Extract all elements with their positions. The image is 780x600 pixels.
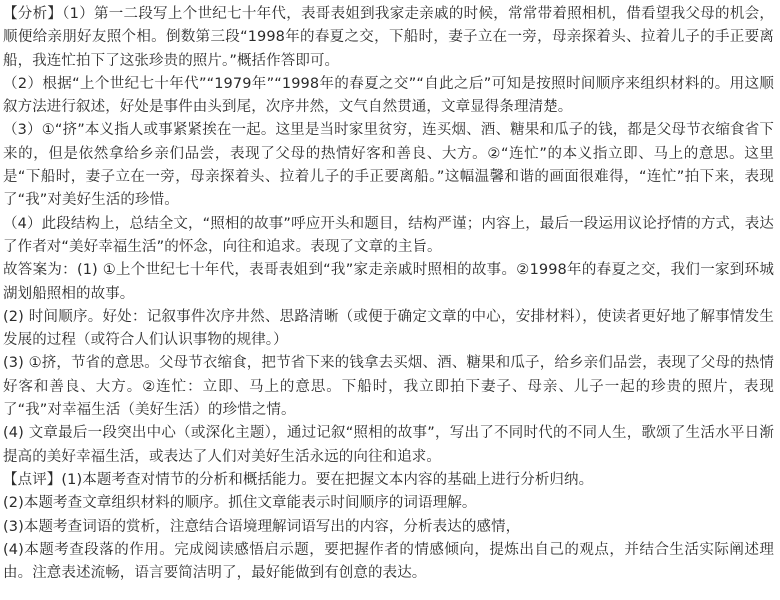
answer-paragraph-3: (3) ①挤，节省的意思。父母节衣缩食，把节省下来的钱拿去买烟、酒、糖果和瓜子，给乡亲们品尝，表现了父母的热情好客和善良、大方。②连忙：立即、马上的意思。下船时，我立即拍下妻子、母亲、儿子一起的珍贵的照片，表现了“我”对幸福生活（美好生活）的珍惜之情。 (3, 355, 774, 419)
answer-paragraph-1: 故答案为：(1) ①上个世纪七十年代，表哥表姐到“我”家走亲戚时照相的故事。②1998年的春夏之交，我们一家到环城湖划船照相的故事。 (3, 262, 774, 302)
comment-paragraph-1: 【点评】(1)本题考查对情节的分析和概括能力。要在把握文本内容的基础上进行分析归纳。 (3, 471, 594, 488)
analysis-paragraph-1: 【分析】（1）第一二段写上个世纪七十年代，表哥表姐到我家走亲戚的时候，常常带着照相机，借看望我父母的机会，顺便给亲朋好友照个相。倒数第三段“1998年的春夏之交，下船时，妻子立在一旁，母亲探着头、拉着儿子的手正要离船，我连忙拍下了这张珍贵的照片。”概括作答即可。 (3, 6, 774, 69)
comment-paragraph-3: (3)本题考查词语的赏析，注意结合语境理解词语写出的内容，分析表达的感情， (3, 518, 521, 535)
comment-paragraph-4: (4)本题考查段落的作用。完成阅读感悟启示题，要把握作者的情感倾向，提炼出自己的观点，并结合生活实际阐述理由。注意表述流畅，语言要简洁明了，最好能做到有创意的表达。 (3, 541, 774, 582)
analysis-paragraph-2: （2）根据“上个世纪七十年代”“1979年”“1998年的春夏之交”“自此之后”可知是按照时间顺序来组织材料的。用这顺叙方法进行叙述，好处是事件由头到尾，次序井然，文气自然贯通，文章显得条理清楚。 (3, 75, 774, 116)
comment-paragraph-2: (2)本题考查文章组织材料的顺序。抓住文章能表示时间顺序的词语理解。 (3, 495, 477, 512)
answer-paragraph-4: (4) 文章最后一段突出中心（或深化主题），通过记叙“照相的故事”，写出了不同时代的不同人生，歌颂了生活水平日渐提高的美好幸福生活，或表达了人们对美好生活永远的向往和追求。 (3, 425, 774, 465)
analysis-paragraph-3: （3）①“挤”本义指人或事紧紧挨在一起。这里是当时家里贫穷，连买烟、酒、糖果和瓜子的钱，都是父母节衣缩食省下来的，但是依然拿给乡亲们品尝，表现了父母的热情好客和善良、大方。②“连忙”的本义指立即、马上的意思。这里是“下船时，妻子立在一旁，母亲探着头、拉着儿子的手正要离船。”这幅温馨和谐的画面很难得，“连忙”拍下来，表现了“我”对美好生活的珍惜。 (3, 122, 774, 209)
answer-paragraph-2: (2) 时间顺序。好处：记叙事件次序井然、思路清晰（或便于确定文章的中心，安排材料），使读者更好地了解事情发生发展的过程（或符合人们认识事物的规律。） (3, 308, 774, 349)
analysis-paragraph-4: （4）此段结构上，总结全文，“照相的故事”呼应开头和题目，结构严谨；内容上，最后一段运用议论抒情的方式，表达了作者对“美好幸福生活”的怀念，向往和追求。表现了文章的主旨。 (3, 215, 774, 255)
